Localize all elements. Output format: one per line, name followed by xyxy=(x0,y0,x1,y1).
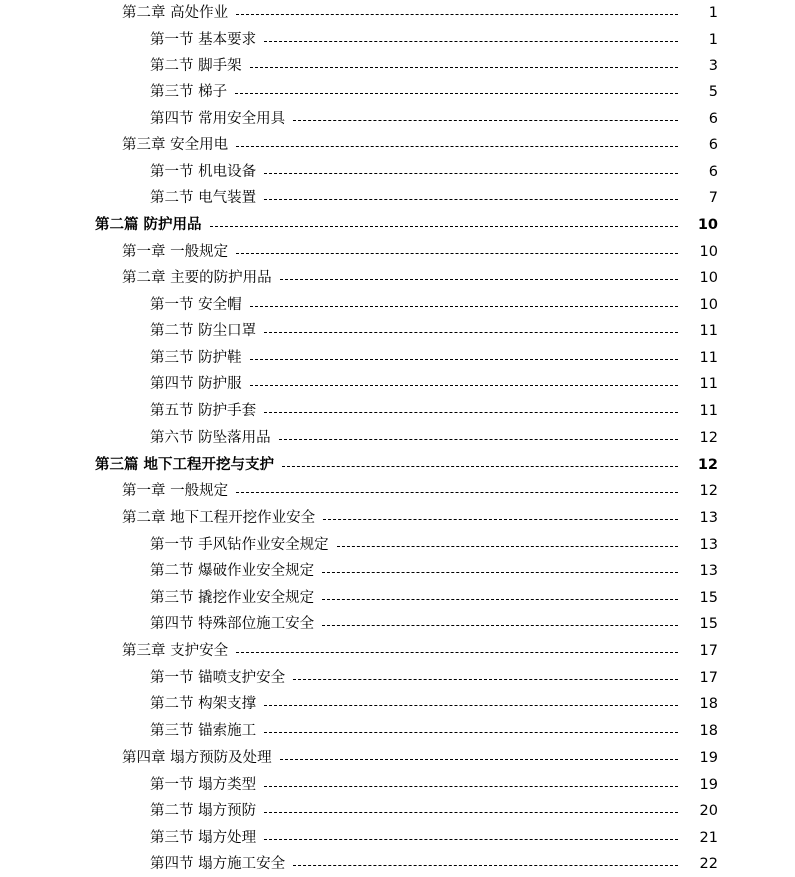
toc-entry[interactable] xyxy=(0,478,795,504)
toc-entry-page: 1 xyxy=(708,5,718,21)
toc-entry-page: 10 xyxy=(699,270,718,286)
toc-entry-page: 12 xyxy=(699,430,718,446)
toc-entry-title: 第二章 地下工程开挖作业安全 xyxy=(122,510,316,526)
toc-entry-page: 7 xyxy=(708,190,718,206)
toc-entry-title: 第四节 特殊部位施工安全 xyxy=(150,616,315,632)
toc-entry[interactable] xyxy=(0,745,795,771)
dot-leader xyxy=(293,865,678,866)
toc-entry-title: 第四节 塌方施工安全 xyxy=(150,856,286,872)
toc-entry-page: 17 xyxy=(699,643,718,659)
toc-entry-page: 21 xyxy=(699,830,718,846)
dot-leader xyxy=(250,359,678,360)
toc-entry[interactable] xyxy=(0,718,795,744)
dot-leader xyxy=(293,120,678,121)
dot-leader xyxy=(279,439,678,440)
toc-entry-title: 第三节 锚索施工 xyxy=(150,723,257,739)
toc-entry[interactable] xyxy=(0,665,795,691)
toc-entry-title: 第三节 梯子 xyxy=(150,84,228,100)
dot-leader xyxy=(236,652,678,653)
dot-leader xyxy=(280,279,678,280)
toc-entry-part[interactable] xyxy=(0,212,795,238)
dot-leader xyxy=(236,14,678,15)
toc-entry-page: 15 xyxy=(699,590,718,606)
toc-entry-page: 11 xyxy=(699,323,718,339)
dot-leader xyxy=(322,572,678,573)
toc-entry[interactable] xyxy=(0,132,795,158)
dot-leader xyxy=(235,93,678,94)
dot-leader xyxy=(323,519,678,520)
toc-entry-title: 第四章 塌方预防及处理 xyxy=(122,750,272,766)
toc-entry-page: 18 xyxy=(699,723,718,739)
toc-entry-page: 13 xyxy=(699,510,718,526)
toc-entry[interactable] xyxy=(0,318,795,344)
dot-leader xyxy=(293,679,678,680)
toc-entry-part[interactable] xyxy=(0,452,795,478)
toc-entry[interactable] xyxy=(0,585,795,611)
toc-entry-title: 第二节 电气装置 xyxy=(150,190,257,206)
toc-entry[interactable] xyxy=(0,239,795,265)
dot-leader xyxy=(250,67,678,68)
toc-entry-title: 第三章 安全用电 xyxy=(122,137,229,153)
toc-entry-page: 13 xyxy=(699,537,718,553)
dot-leader xyxy=(264,839,678,840)
toc-entry-title: 第一节 塌方类型 xyxy=(150,777,257,793)
toc-entry[interactable] xyxy=(0,0,795,26)
toc-entry-title: 第一章 一般规定 xyxy=(122,483,229,499)
dot-leader xyxy=(264,786,678,787)
dot-leader xyxy=(337,546,678,547)
toc-entry-page: 18 xyxy=(699,696,718,712)
dot-leader xyxy=(250,385,678,386)
toc-entry[interactable] xyxy=(0,27,795,53)
dot-leader xyxy=(236,146,678,147)
toc-entry-page: 19 xyxy=(699,750,718,766)
toc-entry-title: 第一节 锚喷支护安全 xyxy=(150,670,286,686)
toc-entry[interactable] xyxy=(0,558,795,584)
toc-entry-title: 第二篇 防护用品 xyxy=(95,217,202,233)
toc-entry-page: 1 xyxy=(708,32,718,48)
dot-leader xyxy=(264,173,678,174)
toc-entry-page: 10 xyxy=(699,244,718,260)
toc-entry-title: 第五节 防护手套 xyxy=(150,403,257,419)
dot-leader xyxy=(264,41,678,42)
toc-entry-page: 6 xyxy=(708,164,718,180)
toc-entry-title: 第六节 防坠落用品 xyxy=(150,430,271,446)
toc-entry[interactable] xyxy=(0,106,795,132)
toc-entry-page: 11 xyxy=(699,350,718,366)
toc-entry-title: 第三章 支护安全 xyxy=(122,643,229,659)
toc-entry-title: 第一节 手风钻作业安全规定 xyxy=(150,537,329,553)
toc-entry-page: 5 xyxy=(708,84,718,100)
toc-entry[interactable] xyxy=(0,265,795,291)
toc-entry[interactable] xyxy=(0,371,795,397)
toc-entry[interactable] xyxy=(0,79,795,105)
dot-leader xyxy=(264,705,678,706)
toc-entry-page: 3 xyxy=(708,58,718,74)
dot-leader xyxy=(250,306,678,307)
toc-entry-page: 11 xyxy=(699,403,718,419)
toc-entry-title: 第三节 塌方处理 xyxy=(150,830,257,846)
toc-entry-title: 第四节 常用安全用具 xyxy=(150,111,286,127)
toc-entry[interactable] xyxy=(0,185,795,211)
toc-entry[interactable] xyxy=(0,398,795,424)
toc-entry-title: 第二章 主要的防护用品 xyxy=(122,270,272,286)
toc-entry[interactable] xyxy=(0,611,795,637)
toc-entry[interactable] xyxy=(0,798,795,824)
toc-entry[interactable] xyxy=(0,532,795,558)
toc-entry-title: 第四节 防护服 xyxy=(150,376,242,392)
dot-leader xyxy=(264,812,678,813)
toc-entry-page: 12 xyxy=(697,457,718,473)
toc-entry-page: 10 xyxy=(699,297,718,313)
toc-entry-title: 第二节 塌方预防 xyxy=(150,803,257,819)
toc-entry-page: 15 xyxy=(699,616,718,632)
toc-entry[interactable] xyxy=(0,851,795,877)
toc-entry[interactable] xyxy=(0,425,795,451)
toc-entry-title: 第二章 高处作业 xyxy=(122,5,229,21)
toc-entry-title: 第二节 爆破作业安全规定 xyxy=(150,563,315,579)
toc-entry-page: 12 xyxy=(699,483,718,499)
toc-entry-page: 6 xyxy=(708,111,718,127)
dot-leader xyxy=(210,226,678,227)
toc-entry-title: 第一节 基本要求 xyxy=(150,32,257,48)
dot-leader xyxy=(264,412,678,413)
toc-entry-page: 19 xyxy=(699,777,718,793)
toc-entry[interactable] xyxy=(0,159,795,185)
toc-entry-page: 13 xyxy=(699,563,718,579)
toc-entry-title: 第二节 脚手架 xyxy=(150,58,242,74)
dot-leader xyxy=(322,625,678,626)
dot-leader xyxy=(236,253,678,254)
toc-entry[interactable] xyxy=(0,505,795,531)
toc-entry-page: 10 xyxy=(697,217,718,233)
toc-entry-title: 第一节 机电设备 xyxy=(150,164,257,180)
dot-leader xyxy=(264,199,678,200)
toc-entry[interactable] xyxy=(0,638,795,664)
dot-leader xyxy=(280,759,678,760)
dot-leader xyxy=(322,599,678,600)
toc-entry[interactable] xyxy=(0,825,795,851)
toc-entry-title: 第三节 撬挖作业安全规定 xyxy=(150,590,315,606)
dot-leader xyxy=(264,732,678,733)
toc-entry-page: 11 xyxy=(699,376,718,392)
toc-entry[interactable] xyxy=(0,292,795,318)
dot-leader xyxy=(282,466,678,467)
toc-entry-title: 第一节 安全帽 xyxy=(150,297,242,313)
dot-leader xyxy=(264,332,678,333)
toc-entry-page: 17 xyxy=(699,670,718,686)
toc-entry-title: 第三节 防护鞋 xyxy=(150,350,242,366)
toc-entry[interactable] xyxy=(0,345,795,371)
dot-leader xyxy=(236,492,678,493)
toc-entry-page: 6 xyxy=(708,137,718,153)
toc-entry-title: 第一章 一般规定 xyxy=(122,244,229,260)
toc-entry-title: 第二节 构架支撑 xyxy=(150,696,257,712)
toc-entry-page: 20 xyxy=(699,803,718,819)
toc-entry-title: 第三篇 地下工程开挖与支护 xyxy=(95,457,275,473)
toc-entry-title: 第二节 防尘口罩 xyxy=(150,323,257,339)
toc-entry[interactable] xyxy=(0,691,795,717)
toc-entry-page: 22 xyxy=(699,856,718,872)
toc-entry[interactable] xyxy=(0,772,795,798)
toc-entry[interactable] xyxy=(0,53,795,79)
